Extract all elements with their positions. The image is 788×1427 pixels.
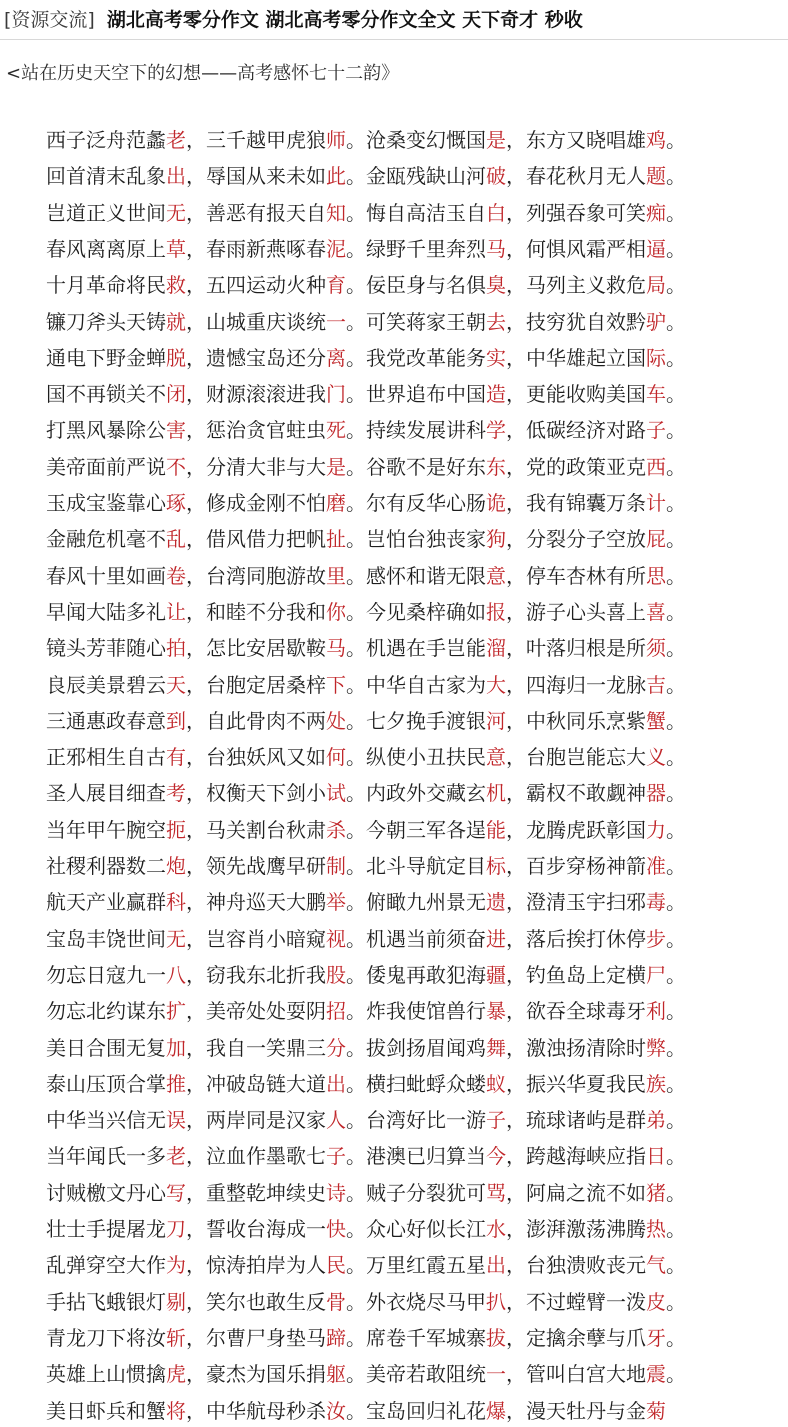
half-line: 十月革命将民救， bbox=[46, 273, 206, 298]
poem-line bbox=[46, 342, 686, 374]
half-line: 横扫蚍蜉众蝼蚁， bbox=[366, 1071, 526, 1096]
half-line: 外衣烧尽马甲扒， bbox=[366, 1289, 526, 1314]
half-line: 当年甲午腕空扼， bbox=[46, 817, 206, 842]
half-line: 炸我使馆兽行暴， bbox=[366, 999, 526, 1024]
half-line: 机遇当前须奋进， bbox=[366, 926, 526, 951]
half-line: 台独溃败丧元气。 bbox=[526, 1253, 686, 1278]
half-line: 良辰美景碧云天， bbox=[46, 672, 206, 697]
poem-line bbox=[46, 1177, 686, 1209]
half-line: 惩治贪官蛀虫死。 bbox=[206, 418, 366, 443]
half-line: 持续发展讲科学， bbox=[366, 418, 526, 443]
half-line: 贼子分裂犹可骂， bbox=[366, 1180, 526, 1205]
poem-line bbox=[46, 451, 686, 483]
half-line: 龙腾虎跃彰国力。 bbox=[526, 817, 686, 842]
half-line: 停车杏林有所思。 bbox=[526, 563, 686, 588]
half-line: 青龙刀下将汝斩， bbox=[46, 1325, 206, 1350]
half-line: 众心好似长江水， bbox=[366, 1217, 526, 1241]
half-line: 泣血作墨歌七子。 bbox=[206, 1144, 366, 1169]
half-line: 中华航母秒杀汝。 bbox=[206, 1398, 366, 1423]
poem-line bbox=[46, 705, 686, 737]
half-line: 尔曹尸身垫马蹄。 bbox=[206, 1325, 366, 1350]
half-line: 定擒余孽与爪牙。 bbox=[526, 1325, 686, 1350]
poem-line bbox=[46, 414, 686, 446]
half-line: 中秋同乐烹紫蟹。 bbox=[526, 708, 686, 733]
half-line: 我有锦囊万条计。 bbox=[526, 491, 686, 515]
half-line: 叶落归根是所须。 bbox=[526, 636, 686, 661]
half-line: 百步穿杨神箭准。 bbox=[526, 854, 686, 878]
half-line: 勿忘北约谋东扩， bbox=[46, 999, 206, 1024]
half-line: 台湾好比一游子， bbox=[366, 1108, 526, 1133]
half-line: 分裂分子空放屁。 bbox=[526, 527, 686, 552]
half-line: 重整乾坤续史诗。 bbox=[206, 1180, 366, 1205]
poem-line bbox=[46, 1032, 686, 1064]
half-line: 回首清末乱象出， bbox=[46, 164, 206, 189]
half-line: 欲吞全球毒牙利。 bbox=[526, 999, 686, 1024]
half-line: 今见桑梓确如报， bbox=[366, 599, 526, 624]
half-line: 财源滚滚进我门。 bbox=[206, 382, 366, 407]
poem-line bbox=[46, 197, 686, 229]
half-line: 世界追布中国造， bbox=[366, 382, 526, 407]
half-line: 岂道正义世间无， bbox=[46, 200, 206, 225]
half-line: 机遇在手岂能溜， bbox=[366, 636, 526, 661]
poem-line bbox=[46, 560, 686, 592]
half-line: 笑尔也敢生反骨。 bbox=[206, 1289, 366, 1314]
poem-line bbox=[46, 1249, 686, 1281]
half-line: 五四运动火种育。 bbox=[206, 273, 366, 298]
poem-line bbox=[46, 1322, 686, 1354]
poem-line bbox=[46, 523, 686, 555]
half-line: 七夕挽手渡银河， bbox=[366, 708, 526, 733]
half-line: 春雨新燕啄春泥。 bbox=[206, 236, 366, 261]
half-line: 辱国从来未如此。 bbox=[206, 164, 366, 189]
half-line: 镜头芳菲随心拍， bbox=[46, 636, 206, 661]
poem-line bbox=[46, 886, 686, 918]
half-line: 山城重庆谈统一。 bbox=[206, 309, 366, 334]
poem-line bbox=[46, 995, 686, 1027]
half-line: 春花秋月无人题。 bbox=[526, 164, 686, 189]
half-line: 中华当兴信无误， bbox=[46, 1108, 206, 1133]
half-line: 社稷利器数二炮， bbox=[46, 854, 206, 878]
poem-line bbox=[46, 741, 686, 773]
half-line: 美日合围无复加， bbox=[46, 1035, 206, 1060]
half-line: 善恶有报天自知。 bbox=[206, 200, 366, 225]
half-line: 泰山压顶合掌推， bbox=[46, 1071, 206, 1096]
half-line: 讨贼檄文丹心写， bbox=[46, 1180, 206, 1205]
half-line: 拔剑扬眉闻鸡舞， bbox=[366, 1035, 526, 1060]
half-line: 台独妖风又如何。 bbox=[206, 745, 366, 770]
half-line: 党的政策亚克西。 bbox=[526, 454, 686, 479]
poem-line bbox=[46, 1213, 686, 1245]
half-line: 台胞岂能忘大义。 bbox=[526, 745, 686, 770]
half-line: 春风十里如画卷， bbox=[46, 563, 206, 588]
article-title-bar bbox=[0, 0, 788, 40]
half-line: 倭鬼再敢犯海疆， bbox=[366, 962, 526, 987]
half-line: 落后挨打休停步。 bbox=[526, 926, 686, 951]
poem-line bbox=[46, 777, 686, 809]
half-line: 今朝三军各逞能， bbox=[366, 817, 526, 842]
half-line: 何惧风霜严相逼。 bbox=[526, 236, 686, 261]
half-line: 管叫白宫大地震。 bbox=[526, 1362, 686, 1387]
half-line: 惊涛拍岸为人民。 bbox=[206, 1253, 366, 1278]
half-line: 美帝处处耍阴招。 bbox=[206, 999, 366, 1024]
half-line: 跨越海峡应指日。 bbox=[526, 1144, 686, 1169]
half-line: 窃我东北折我股。 bbox=[206, 962, 366, 987]
half-line: 美帝若敢阻统一， bbox=[366, 1362, 526, 1387]
half-line: 玉成宝鉴靠心琢， bbox=[46, 491, 206, 515]
half-line: 领先战鹰早研制。 bbox=[206, 854, 366, 878]
half-line: 美帝面前严说不， bbox=[46, 454, 206, 479]
half-line: 航天产业赢群科， bbox=[46, 890, 206, 915]
half-line: 琉球诸屿是群弟。 bbox=[526, 1108, 686, 1133]
half-line: 西子泛舟范蠡老， bbox=[46, 128, 206, 152]
half-line: 岂怕台独丧家狗， bbox=[366, 527, 526, 552]
poem-line bbox=[46, 1068, 686, 1100]
half-line: 谷歌不是好东东， bbox=[366, 454, 526, 479]
poem-line bbox=[46, 233, 686, 265]
half-line: 漫天牡丹与金菊 bbox=[526, 1398, 666, 1423]
poem-line bbox=[46, 632, 686, 664]
half-line: 借风借力把帆扯。 bbox=[206, 527, 366, 552]
poem-line bbox=[46, 814, 686, 846]
half-line: 港澳已归算当今， bbox=[366, 1144, 526, 1169]
half-line: 金瓯残缺山河破， bbox=[366, 164, 526, 189]
poem-line bbox=[46, 269, 686, 301]
half-line: 圣人展目细查考， bbox=[46, 781, 206, 806]
half-line: 誓收台海成一快。 bbox=[206, 1217, 366, 1241]
poem-line bbox=[46, 487, 686, 519]
poem-line bbox=[46, 1358, 686, 1390]
half-line: 当年闻氏一多老， bbox=[46, 1144, 206, 1169]
half-line: 澎湃激荡沸腾热。 bbox=[526, 1217, 686, 1241]
half-line: 中华自古家为大， bbox=[366, 672, 526, 697]
half-line: 马关割台秋肃杀。 bbox=[206, 817, 366, 842]
half-line: 英雄上山惯擒虎， bbox=[46, 1362, 206, 1387]
half-line: 霸权不敢觑神器。 bbox=[526, 781, 686, 806]
half-line: 自此骨肉不两处。 bbox=[206, 708, 366, 733]
half-line: 我党改革能务实， bbox=[366, 345, 526, 370]
half-line: 席卷千军城寨拔， bbox=[366, 1325, 526, 1350]
poem-line bbox=[46, 1395, 666, 1427]
half-line: 分清大非与大是。 bbox=[206, 454, 366, 479]
half-line: 神舟巡天大鹏举。 bbox=[206, 890, 366, 915]
half-line: 东方又晓唱雄鸡。 bbox=[526, 128, 686, 152]
category-tag[interactable]: [资源交流] bbox=[4, 9, 95, 31]
half-line: 尔有反华心肠诡， bbox=[366, 491, 526, 515]
half-line: 遗憾宝岛还分离。 bbox=[206, 345, 366, 370]
half-line: 早闻大陆多礼让， bbox=[46, 599, 206, 624]
half-line: 万里红霞五星出， bbox=[366, 1253, 526, 1278]
half-line: 台湾同胞游故里。 bbox=[206, 563, 366, 588]
poem-line bbox=[46, 669, 686, 701]
half-line: 修成金刚不怕磨。 bbox=[206, 491, 366, 515]
half-line: 佞臣身与名俱臭， bbox=[366, 273, 526, 298]
poem-title: <站在历史天空下的幻想——高考感怀七十二韵》 bbox=[6, 63, 400, 84]
half-line: 我自一笑鼎三分。 bbox=[206, 1035, 366, 1060]
half-line: 国不再锁关不闭， bbox=[46, 382, 206, 407]
half-line: 冲破岛链大道出。 bbox=[206, 1071, 366, 1096]
half-line: 纵使小丑扶民意， bbox=[366, 745, 526, 770]
half-line: 列强吞象可笑痴。 bbox=[526, 200, 686, 225]
half-line: 中华雄起立国际。 bbox=[526, 345, 686, 370]
half-line: 悔自高洁玉自白， bbox=[366, 200, 526, 225]
half-line: 更能收购美国车。 bbox=[526, 382, 686, 407]
poem-line bbox=[46, 923, 686, 955]
half-line: 激浊扬清除时弊。 bbox=[526, 1035, 686, 1060]
half-line: 春风离离原上草， bbox=[46, 236, 206, 261]
poem-line bbox=[46, 124, 686, 156]
half-line: 台胞定居桑梓下。 bbox=[206, 672, 366, 697]
poem-line bbox=[46, 1286, 686, 1318]
half-line: 三千越甲虎狼师。 bbox=[206, 128, 366, 152]
half-line: 游子心头喜上喜。 bbox=[526, 599, 686, 624]
poem-line bbox=[46, 378, 686, 410]
half-line: 钓鱼岛上定横尸。 bbox=[526, 962, 686, 987]
half-line: 金融危机毫不乱， bbox=[46, 527, 206, 552]
half-line: 宝岛丰饶世间无， bbox=[46, 926, 206, 951]
half-line: 低碳经济对路子。 bbox=[526, 418, 686, 443]
poem-line bbox=[46, 596, 686, 628]
half-line: 可笑蒋家王朝去， bbox=[366, 309, 526, 334]
half-line: 内政外交藏玄机， bbox=[366, 781, 526, 806]
poem-line bbox=[46, 306, 686, 338]
article-headline[interactable]: 湖北高考零分作文 湖北高考零分作文全文 天下奇才 秒收 bbox=[106, 9, 583, 31]
half-line: 两岸同是汉家人。 bbox=[206, 1108, 366, 1133]
half-line: 镰刀斧头天铸就， bbox=[46, 309, 206, 334]
poem-line bbox=[46, 959, 686, 991]
half-line: 绿野千里奔烈马， bbox=[366, 236, 526, 261]
half-line: 勿忘日寇九一八， bbox=[46, 962, 206, 987]
poem-line bbox=[46, 1140, 686, 1172]
half-line: 三通惠政春意到， bbox=[46, 708, 206, 733]
half-line: 技穷犹自效黔驴。 bbox=[526, 309, 686, 334]
half-line: 美日虾兵和蟹将， bbox=[46, 1398, 206, 1423]
poem-line bbox=[46, 160, 686, 192]
half-line: 豪杰为国乐捐躯。 bbox=[206, 1362, 366, 1387]
half-line: 阿扁之流不如猪。 bbox=[526, 1180, 686, 1205]
half-line: 沧桑变幻慨国是， bbox=[366, 128, 526, 152]
half-line: 振兴华夏我民族。 bbox=[526, 1071, 686, 1096]
half-line: 马列主义救危局。 bbox=[526, 273, 686, 298]
half-line: 权衡天下剑小试。 bbox=[206, 781, 366, 806]
half-line: 岂容肖小暗窥视。 bbox=[206, 926, 366, 951]
half-line: 感怀和谐无限意， bbox=[366, 563, 526, 588]
half-line: 正邪相生自古有， bbox=[46, 745, 206, 770]
half-line: 四海归一龙脉吉。 bbox=[526, 672, 686, 697]
half-line: 北斗导航定目标， bbox=[366, 854, 526, 878]
half-line: 怎比安居歇鞍马。 bbox=[206, 636, 366, 661]
half-line: 通电下野金蝉脱， bbox=[46, 345, 206, 370]
poem-line bbox=[46, 1104, 686, 1136]
half-line: 壮士手提屠龙刀， bbox=[46, 1217, 206, 1241]
half-line: 澄清玉宇扫邪毒。 bbox=[526, 890, 686, 915]
half-line: 宝岛回归礼花爆， bbox=[366, 1398, 526, 1423]
half-line: 手拈飞蛾银灯剔， bbox=[46, 1289, 206, 1314]
half-line: 不过螳臂一泼皮。 bbox=[526, 1289, 686, 1314]
half-line: 打黑风暴除公害， bbox=[46, 418, 206, 443]
half-line: 和睦不分我和你。 bbox=[206, 599, 366, 624]
poem-line bbox=[46, 850, 686, 882]
half-line: 乱弹穿空大作为， bbox=[46, 1253, 206, 1278]
half-line: 俯瞰九州景无遗， bbox=[366, 890, 526, 915]
